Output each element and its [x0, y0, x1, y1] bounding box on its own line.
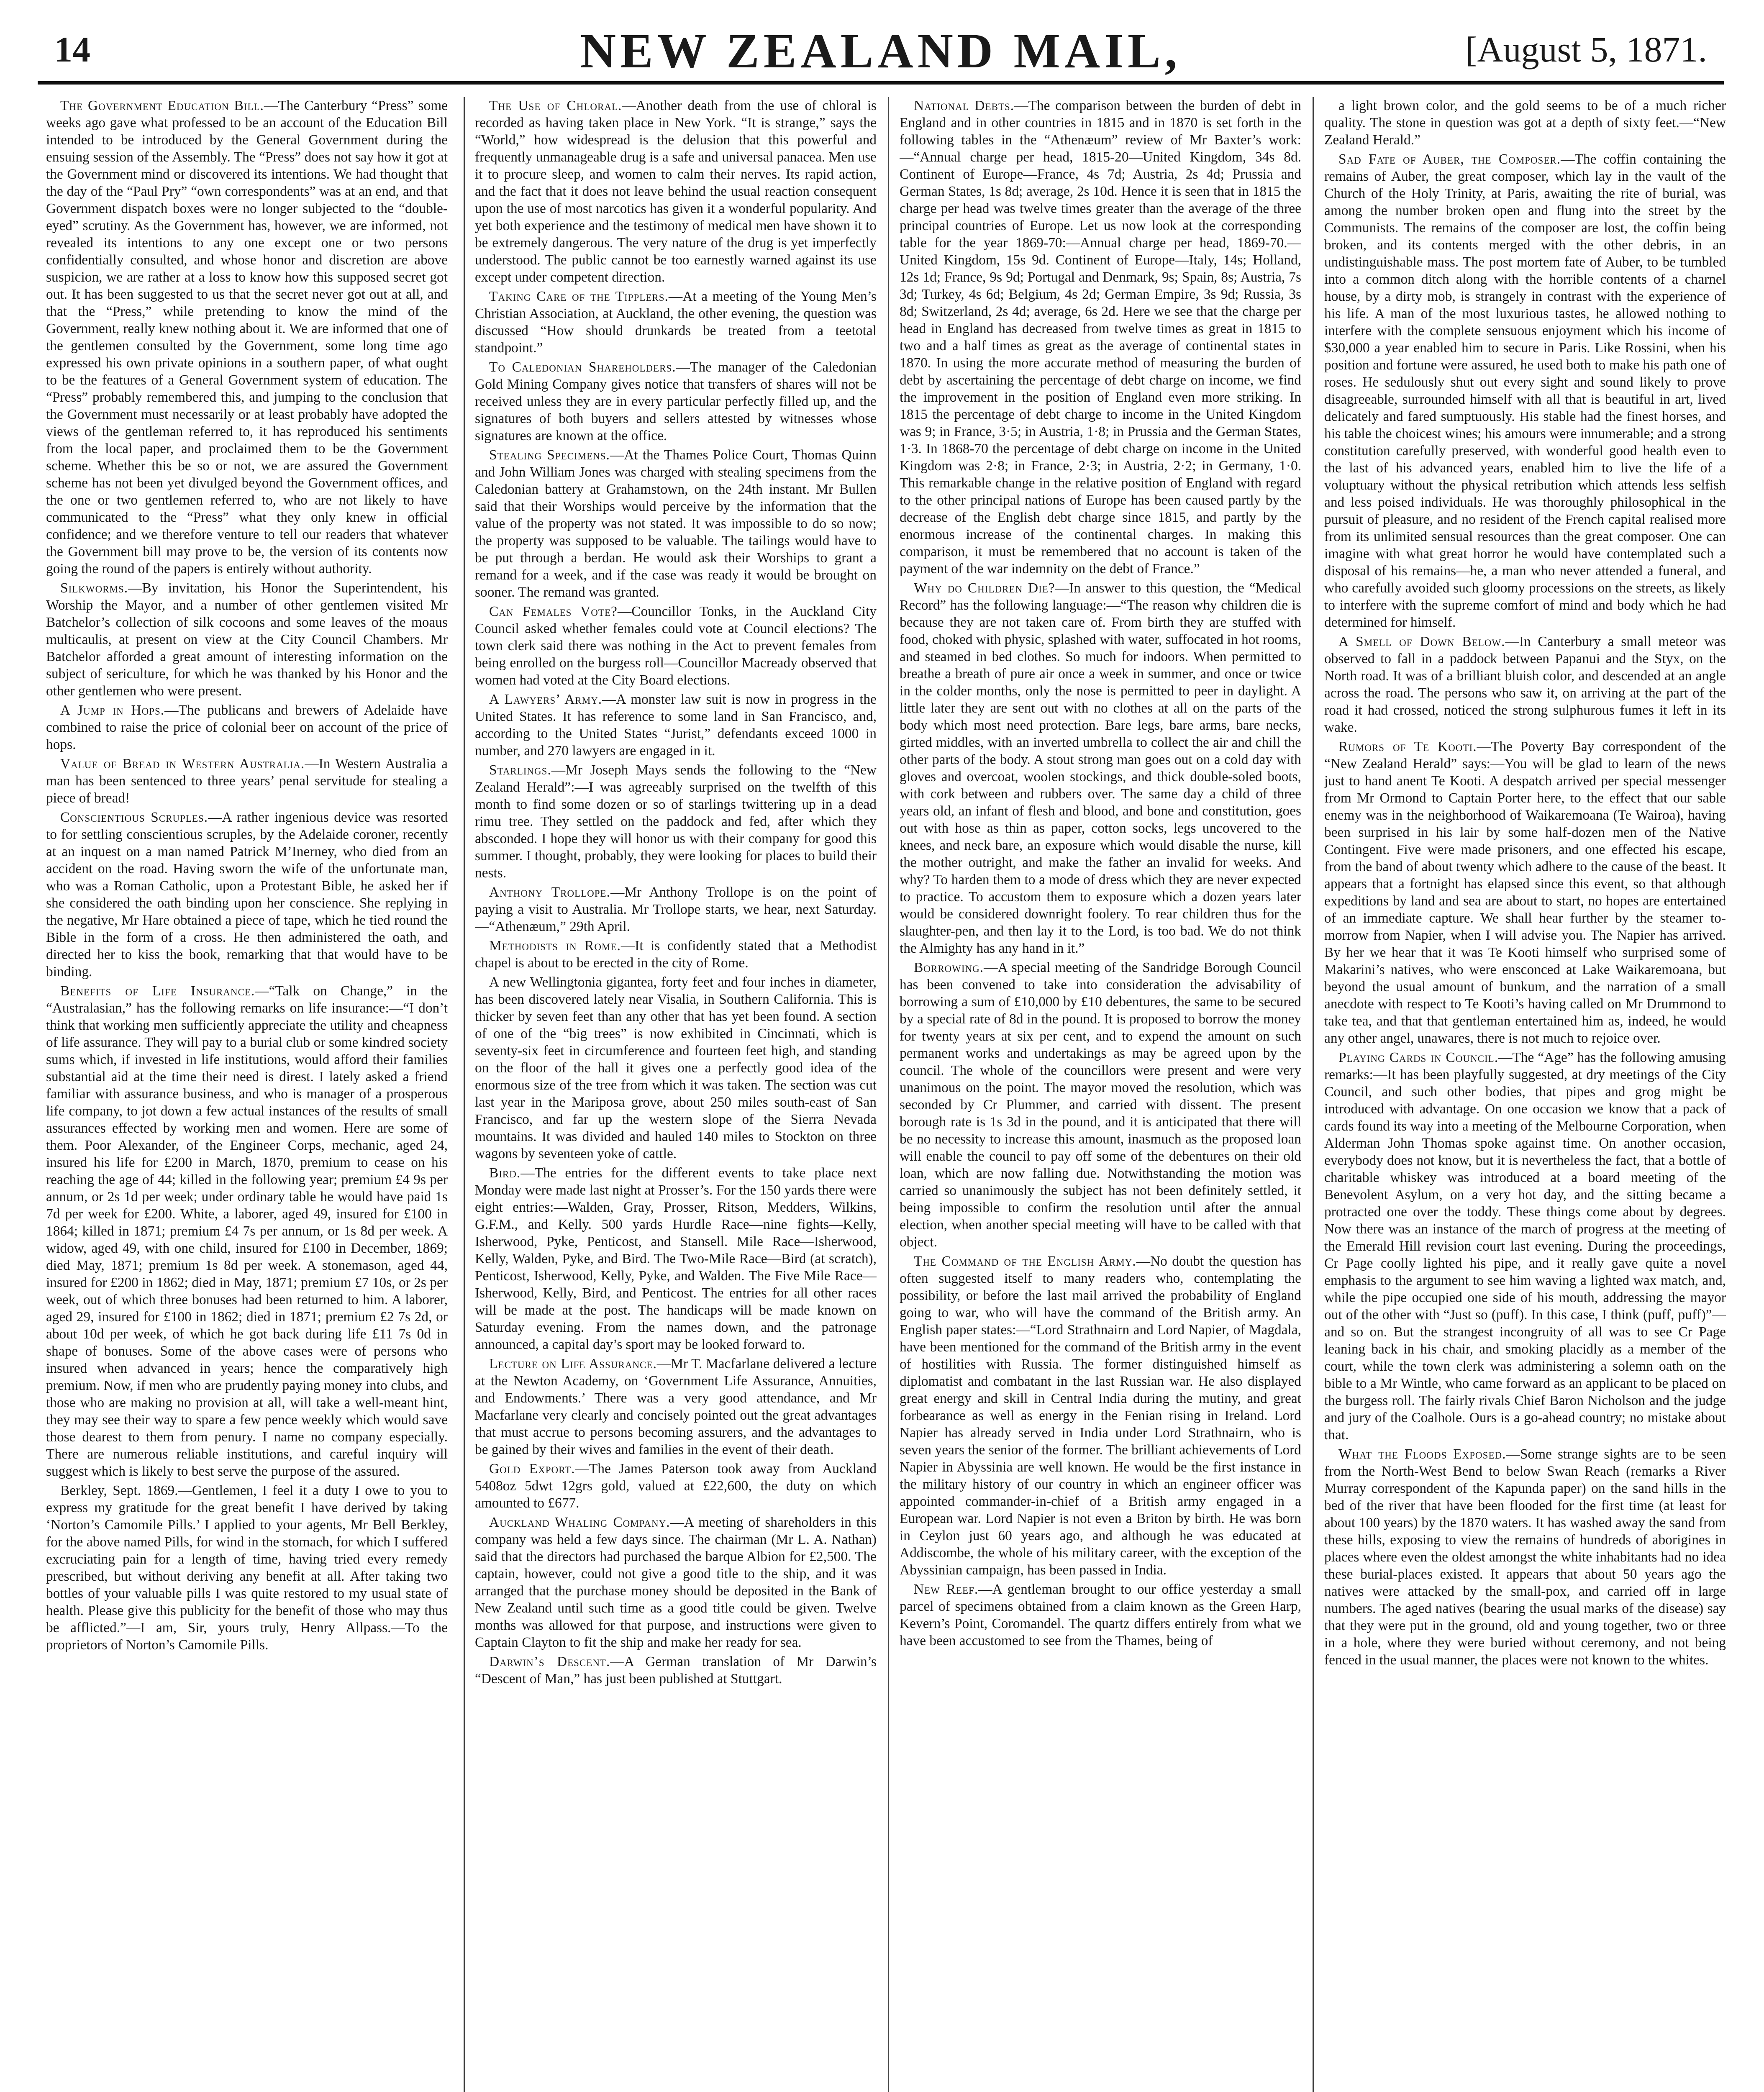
- article-paragraph: [475, 761, 877, 882]
- article-paragraph: [1324, 1049, 1726, 1443]
- article-heading: Rumors of Te Kooti.: [1338, 739, 1477, 754]
- article-paragraph: [900, 97, 1301, 577]
- article-body: —No doubt the question has often suggested itself to many readers who, contemplating the possibility, or before the last mail arrived the probability of England going to war, who will have the command of the British army. An English paper states:—“Lord Strathnairn and Lord Napier, of Magdala, have been mentioned for the command of the British army in the event of hostilities with Russia. The former distinguished himself as diplomatist and combatant in the last Russian war. He also displayed great energy and skill in Central India during the mutiny, and great forbearance as well as energy in the Fenian rising in Ireland. Lord Napier has already served in India under Lord Strathnairn, who is seven years the senior of the former. The brilliant achievements of Lord Napier in Abyssinia are well known. He would be the first instance in the military history of our country in which an engineer officer was appointed commander-in-chief of a British army engaged in a European war. Lord Napier is not even a Briton by birth. He was born in Ceylon just 60 years ago, and although he was educated at Addiscombe, the whole of his military career, with the exception of the Abyssinian campaign, has been passed in India.: [900, 1254, 1301, 1578]
- page-number: 14: [54, 29, 90, 69]
- article-body: —The entries for the different events to take place next Monday were made last night at Prosser’s. For the 150 yards there were eight entries:—Walden, Gray, Prosser, Ritson, Medders, Wilkins, G.F.M., and Kelly. 500 yards Hurdle Race—nine fights—Kelly, Isherwood, Pyke, Penticost, and Stansell. Mile Race—Isherwood, Kelly, Walden, Pyke, and Bird. The Two-Mile Race—Bird (at scratch), Penticost, Isherwood, Kelly, Pyke, and Walden. The Five Mile Race—Isherwood, Kelly, Bird, and Penticost. The entries for all other races will be made at the post. The handicaps will be made known on Saturday evening. From the names down, and the patronage announced, a capital day’s sport may be looked forward to.: [475, 1165, 877, 1352]
- article-paragraph: [46, 755, 448, 807]
- article-heading: Anthony Trollope.: [489, 884, 610, 900]
- masthead-title: NEW ZEALAND MAIL,: [580, 23, 1182, 78]
- column-2: [475, 97, 877, 2092]
- column-divider: [888, 97, 889, 2092]
- article-heading: A Smell of Down Below.: [1338, 634, 1505, 649]
- article-body: —It is confidently stated that a Methodist chapel is about to be erected in the city of Rome.: [475, 938, 877, 971]
- article-body: a light brown color, and the gold seems to be of a much richer quality. The stone in question was got at a depth of sixty feet.—“New Zealand Herald.”: [1324, 98, 1726, 148]
- column-divider: [1313, 97, 1314, 2092]
- article-heading: Stealing Specimens.: [489, 447, 610, 463]
- article-body: —Another death from the use of chloral is recorded as having taken place in New York. “It is strange,” says the “World,” how widespread is the delusion that this powerful and frequently unmanageable drug is a safe and universal panacea. Men use it to procure sleep, and women to calm their nerves. Its rapid action, and the fact that it does not leave behind the usual reaction consequent upon the use of most narcotics has given it a wonderful popularity. And yet both experience and the testimony of medical men have shown it to be extremely dangerous. The very nature of the drug is yet imperfectly understood. The public cannot be too earnestly warned against its use except under competent direction.: [475, 98, 877, 285]
- article-heading: New Reef.: [914, 1582, 979, 1597]
- article-heading: Playing Cards in Council.: [1338, 1050, 1499, 1065]
- article-heading: Lecture on Life Assurance.: [489, 1356, 657, 1372]
- article-paragraph: [900, 959, 1301, 1251]
- article-paragraph: [475, 359, 877, 444]
- article-heading: Sad Fate of Auber, the Composer.: [1338, 151, 1561, 167]
- article-paragraph: [46, 809, 448, 980]
- article-heading: A Jump in Hops.: [60, 702, 165, 718]
- article-heading: National Debts.: [914, 98, 1015, 113]
- article-body: —Mr Anthony Trollope is on the point of paying a visit to Australia. Mr Trollope starts, we hear, next Saturday.—“Athenæum,” 29th April.: [475, 884, 877, 934]
- article-paragraph: [475, 603, 877, 689]
- article-body: —By invitation, his Honor the Superintendent, his Worship the Mayor, and a number of other gentlemen visited Mr Batchelor’s collection of silk cocoons and some leaves of the moaus multicaulis, at present on view at the City Council Chambers. Mr Batchelor afforded a great amount of interesting information on the subject of sericulture, for which he was thanked by his Honor and the other gentlemen who were present.: [46, 580, 448, 699]
- article-heading: Methodists in Rome.: [489, 938, 621, 954]
- masthead-rule: [38, 81, 1724, 85]
- article-paragraph: [900, 1581, 1301, 1649]
- article-body: —Some strange sights are to be seen from the North-West Bend to below Swan Reach (remarks a River Murray correspondent of the Kapunda paper) on the sand hills in the bed of the river that have been flooded for the first time (at least for about 100 years) by the 1870 waters. It has washed away the sand from these hills, exposing to view the remains of hundreds of aborigines in places where even the oldest amongst the white inhabitants had no idea these burial-places existed. It appears that about 50 years ago the natives were attacked by the small-pox, and carried off in large numbers. The aged natives (bearing the usual marks of the disease) say that they were put in the ground, old and young together, two or three in a hole, where they were buried without ceremony, and not being fenced in the usual manner, the places were not known to the whites.: [1324, 1446, 1726, 1668]
- article-body: —“Talk on Change,” in the “Australasian,” has the following remarks on life insurance:—“I don’t think that working men sufficiently appreciate the utility and cheapness of life assurance. They will pay to a burial club or some kindred society sums which, if invested in life institutions, would afford their families substantial aid at the time their need is direst. I lately asked a friend familiar with assurance business, and who is manager of a prosperous life company, to jot down a few actual instances of the results of small assurances effected by working men and women. Here are some of them. Poor Alexander, of the Engineer Corps, mechanic, aged 24, insured his life for £200 in March, 1870, premium to cease on his reaching the age of 44; killed in the following year; premium £4 9s per annum, or 2s 1d per week; under ordinary table he would have paid 1s 7d per week for £200. White, a laborer, aged 49, insured for £100 in 1864; killed in 1871; premium £4 7s per annum, or 1s 8d per week. A widow, aged 49, with one child, insured for £100 in December, 1869; died May, 1871; premium 1s 8d per week. A stonemason, aged 44, insured for £200 in 1862; died in May, 1871; premium £7 10s, or 2s per week, out of which three bonuses had been returned to him. A laborer, aged 29, insured for £100 in 1862; died in 1871; premium £2 7s 2d, or about 10d per week, of which he got back during life £11 7s 0d in shape of bonuses. Some of the above cases were of persons who insured when advanced in years; hence the comparatively high premium. Now, if men who are prudently paying money into clubs, and those who are making no provision at all, will take a well-meant hint, they may see their way to spare a few pence weekly which would save those dearest to them from penury. I name no company especially. There are numerous reliable institutions, and careful inquiry will suggest which is likely to best serve the purpose of the assured.: [46, 983, 448, 1479]
- article-heading: The Government Education Bill.: [60, 98, 264, 113]
- issue-date: [August 5, 1871.: [1465, 29, 1707, 69]
- article-paragraph: [46, 702, 448, 753]
- article-body: —The publicans and brewers of Adelaide have combined to raise the price of colonial beer on account of the price of hops.: [46, 702, 448, 752]
- article-body: —The coffin containing the remains of Auber, the great composer, which lay in the vault of the Church of the Holy Trinity, at Paris, awaiting the rite of burial, was among the number broken open and flung into the street by the Communists. The remains of the composer are lost, the coffin being broken, and its contents merged with the other debris, in an undistinguishable mass. The post mortem fate of Auber, to be tumbled into a common ditch along with the horrible contents of a charnel house, by a dirty mob, is strangely in contrast with the experience of his life. A man of the most luxurious tastes, he allowed nothing to interfere with the complete sensuous enjoyment which his income of $30,000 a year enabled him to secure in Paris. Like Rossini, when his position and fortune were assured, he used both to make his path one of roses. He sedulously shut out every sight and sound likely to prove disagreeable, surrounded himself with all that is beautiful in art, lived delicately and fared sumptuously. His stable had the finest horses, and his table the choicest wines; his amours were innumerable; and a strong constitution carefully preserved, with wonderful good health even to the last of his advanced years, enabled him to live the life of a voluptuary without the physical retribution which attends less selfish and less poised individuals. He was thoroughly philosophical in the pursuit of pleasure, and no resident of the French capital realised more from its unlimited sensual resources than the great composer. One can imagine with what great horror he would have contemplated such a disposal of his remains—he, a man who never attended a funeral, and who carefully avoided such gloomy processions on the streets, as likely to interfere with the supreme comfort of mind and body which he had determined for himself.: [1324, 151, 1726, 630]
- article-body: —In answer to this question, the “Medical Record” has the following language:—“The reason why children die is because they are not taken care of. From birth they are stuffed with food, choked with physic, splashed with water, suffocated in hot rooms, and steamed in bed clothes. So much for indoors. When permitted to breathe a breath of pure air once a week in summer, and once or twice in the colder months, only the nose is permitted to peer in daylight. A little later they are sent out with no clothes at all on the parts of the body which most need protection. Bare legs, bare arms, bare necks, girted middles, with an inverted umbrella to collect the air and chill the other parts of the body. A stout strong man goes out on a cold day with gloves and overcoat, woolen stockings, and thick double-soled boots, with cork between and rubbers over. The same day a child of three years old, an infant of flesh and blood, and bone and constitution, goes out with hose as thin as paper, cotton socks, legs uncovered to the knees, and neck bare, an exposure which would disable the nurse, kill the mother outright, and make the father an invalid for weeks. And why? To harden them to a mode of dress which they are never expected to practice. To accustom them to exposure which a dozen years later would be considered downright foolery. To rear children thus for the slaughter-pen, and then lay it to the Lord, is too bad. We do not think the Almighty has any hand in it.”: [900, 580, 1301, 956]
- article-paragraph: [475, 974, 877, 1162]
- article-heading: A Lawyers’ Army.: [489, 692, 603, 707]
- article-paragraph: [1324, 738, 1726, 1047]
- article-paragraph: [475, 1460, 877, 1512]
- article-body: —At a meeting of the Young Men’s Christian Association, at Auckland, the other evening, the question was discussed “How should drunkards be treated from a teetotal standpoint.”: [475, 289, 877, 356]
- article-heading: Borrowing.: [914, 960, 984, 975]
- article-paragraph: [475, 1164, 877, 1353]
- article-paragraph: [46, 97, 448, 577]
- article-body: A new Wellingtonia gigantea, forty feet and four inches in diameter, has been discovered lately near Visalia, in Southern California. This is thicker by seven feet than any other that has yet been found. A section of one of the “big trees” is now exhibited in Cincinnati, which is seventy-six feet in circumference and fourteen feet high, and standing on the floor of the hall it gives one a perfectly good idea of the enormous size of the tree from which it was taken. The section was cut last year in the Mariposa grove, about 250 miles south-east of San Francisco, and far up the western slope of the Sierra Nevada mountains. It was divided and hauled 140 miles to Stockton on three wagons by seventeen yoke of cattle.: [475, 974, 877, 1161]
- article-body: —A meeting of shareholders in this company was held a few days since. The chairman (Mr L. A. Nathan) said that the directors had purchased the barque Albion for £2,500. The captain, however, could not give a good title to the ship, and it was arranged that the purchase money should be deposited in the Bank of New Zealand until such time as a good title could be given. Twelve months was allowed for that purpose, and instructions were given to Captain Clayton to fit the ship and make her ready for sea.: [475, 1515, 877, 1650]
- article-heading: Darwin’s Descent.: [489, 1654, 610, 1669]
- article-heading: Auckland Whaling Company.: [489, 1515, 670, 1530]
- article-heading: Benefits of Life Insurance.: [60, 983, 255, 999]
- article-paragraph: [900, 1253, 1301, 1579]
- article-body: —Mr Joseph Mays sends the following to the “New Zealand Herald”:—I was agreeably surprised on the twelfth of this month to find some dozen or so of starlings twittering up in a dead rimu tree. They settled on the paddock and fed, after which they absconded. I hope they will honor us with their company for good this summer. I thought, probably, they were looking for places to build their nests.: [475, 762, 877, 881]
- article-paragraph: [475, 1355, 877, 1458]
- article-heading: What the Floods Exposed.: [1338, 1446, 1506, 1462]
- article-paragraph: [475, 97, 877, 286]
- article-paragraph: [475, 288, 877, 356]
- article-body: —In Canterbury a small meteor was observed to fall in a paddock between Papanui and the Styx, on the North road. It was of a brilliant bluish color, and descended at an angle across the road. The persons who saw it, on arriving at the part of the road it had crossed, noticed the strong sulphurous fumes it left in its wake.: [1324, 634, 1726, 735]
- article-heading: Starlings.: [489, 762, 551, 778]
- article-heading: The Use of Chloral.: [489, 98, 622, 113]
- article-heading: Value of Bread in Western Australia.: [60, 756, 305, 772]
- article-paragraph: [1324, 97, 1726, 149]
- article-body: —In Western Australia a man has been sentenced to three years’ penal servitude for stealing a piece of bread!: [46, 756, 448, 806]
- article-body: —The manager of the Caledonian Gold Mining Company gives notice that transfers of shares will not be received unless they are in every particular perfectly filled up, and the signatures of both buyers and sellers attested by witnesses whose signatures are known at the office.: [475, 359, 877, 444]
- article-body: —At the Thames Police Court, Thomas Quinn and John William Jones was charged with stealing specimens from the Caledonian battery at Grahamstown, on the 24th instant. Mr Bullen said that their Worships would perceive by the information that the value of the property was not stated. It was impossible to do so now; the property was supposed to be valuable. The tailings would have to be put through a berdan. He would ask their Worships to grant a remand for a week, and if the case was ready it would be brought on sooner. The remand was granted.: [475, 447, 877, 600]
- article-body: —A gentleman brought to our office yesterday a small parcel of specimens obtained from a claim known as the Green Harp, Kevern’s Point, Coromandel. The quartz differs entirely from what we have been accustomed to see from the Thames, being of: [900, 1582, 1301, 1648]
- article-body: Berkley, Sept. 1869.—Gentlemen, I feel it a duty I owe to you to express my gratitude for the great benefit I have derived by taking ‘Norton’s Camomile Pills.’ I applied to your agents, Mr Bell Berkley, for the above named Pills, for wind in the stomach, for which I suffered excruciating pain for a length of time, having tried every remedy prescribed, but without deriving any benefit at all. After taking two bottles of your valuable pills I was quite restored to my usual state of health. Please give this publicity for the benefit of those who may thus be afflicted.”—I am, Sir, yours truly, Henry Allpass.—To the proprietors of Norton’s Camomile Pills.: [46, 1483, 448, 1653]
- article-paragraph: [475, 937, 877, 972]
- article-paragraph: [46, 579, 448, 700]
- article-heading: Conscientious Scruples.: [60, 810, 208, 825]
- article-body: —The James Paterson took away from Auckland 5408oz 5dwt 12grs gold, valued at £22,600, the duty on which amounted to £677.: [475, 1461, 877, 1511]
- article-paragraph: [475, 691, 877, 759]
- page-header: [38, 17, 1724, 79]
- article-heading: Can Females Vote?: [489, 604, 618, 619]
- article-paragraph: [1324, 633, 1726, 736]
- article-heading: The Command of the English Army.: [914, 1254, 1136, 1269]
- article-paragraph: [900, 579, 1301, 957]
- article-paragraph: [475, 446, 877, 601]
- article-body: —The Poverty Bay correspondent of the “New Zealand Herald” says:—You will be glad to learn of the news just to hand anent Te Kooti. A despatch arrived per special messenger from Mr Ormond to Captain Porter here, to the effect that our sable enemy was in the neighborhood of Waikaremoana (Te Wairoa), having been surprised in his lair by some half-dozen men of the Native Contingent. Five were made prisoners, and one effected his escape, from the band of about twenty which adhere to the cause of the beast. It appears that a fortnight has elapsed since this event, so that although expeditions by land and sea are about to start, no hopes are entertained of an immediate capture. We shall hear further by the steamer to-morrow from Napier, when I will advise you. The Napier has arrived. By her we hear that it was Te Kooti himself who surprised some of Makarini’s natives, who were ensconced at Lake Waikaremoana, but beyond the usual amount of bunkum, and the narration of a small anecdote with respect to Te Kooti’s having called on Mr Drummond to take tea, and that that gentleman entertained him as, indeed, he would any other angel, unawares, there is not much to rejoice over.: [1324, 739, 1726, 1046]
- article-body: —Councillor Tonks, in the Auckland City Council asked whether females could vote at Council elections? The town clerk said there was nothing in the Act to prevent females from being enrolled on the burgess roll—Councillor Macready observed that women had voted at the City Board elections.: [475, 604, 877, 688]
- article-body: —The comparison between the burden of debt in England and in other countries in 1815 and in 1870 is set forth in the following tables in the “Athenæum” review of Mr Baxter’s work:—“Annual charge per head, 1815-20—United Kingdom, 34s 8d. Continent of Europe—France, 4s 7d; Austria, 2s 4d; Prussia and German States, 1s 8d; average, 2s 10d. Hence it is seen that in 1815 the charge per head was twelve times greater than the average of the three principal countries of Europe. Let us now look at the corresponding table for the year 1869-70:—Annual charge per head, 1869-70.—United Kingdom, 15s 9d. Continent of Europe—Italy, 14s; Holland, 12s 1d; France, 9s 9d; Portugal and Denmark, 9s; Spain, 8s; Austria, 7s 3d; Turkey, 4s 6d; Belgium, 4s 2d; German Empire, 3s 9d; Russia, 3s 8d; Switzerland, 2s 4d; average, 6s 2d. Here we see that the charge per head in England has decreased from twelve times as great in 1815 to two and a half times as great as the average of continental states in 1870. In using the more accurate method of measuring the burden of debt by ascertaining the percentage of debt charge on income, we find the improvement in the position of England even more striking. In 1815 the percentage of debt charge to income in the United Kingdom was 9; in France, 3·5; in Austria, 1·8; in Prussia and the German States, 1·3. In 1868-70 the percentage of debt charge on income in the United Kingdom was 2·8; in France, 2·3; in Austria, 2·2; in Germany, 1·0. This remarkable change in the relative position of England with regard to the other principal nations of Europe has been caused partly by the decrease of the English debt charge since 1815, and partly by the enormous increase of the continental charges. In making this comparison, it must be remembered that no account is taken of the payment of the war indemnity on the debt of France.”: [900, 98, 1301, 577]
- article-body: —Mr T. Macfarlane delivered a lecture at the Newton Academy, on ‘Government Life Assurance, Annuities, and Endowments.’ There was a very good attendance, and Mr Macfarlane very clearly and concisely pointed out the great advantages that must accrue to persons becoming assurers, and the advantages to be gained by their wives and families in the event of their death.: [475, 1356, 877, 1457]
- article-heading: To Caledonian Shareholders.: [489, 359, 676, 375]
- article-paragraph: [46, 1482, 448, 1654]
- article-body: —A monster law suit is now in progress in the United States. It has reference to some land in San Francisco, and, according to the United States “Jurist,” defendants exceed 1000 in number, and 270 lawyers are engaged in it.: [475, 692, 877, 759]
- column-divider: [464, 97, 465, 2092]
- article-body: —A rather ingenious device was resorted to for settling conscientious scruples, by the Adelaide coroner, recently at an inquest on a man named Patrick M’Inerney, who died from an accident on the road. Having sworn the wife of the unfortunate man, who was a Roman Catholic, upon a Protestant Bible, he asked her if she considered the oath binding upon her conscience. She replying in the negative, Mr Hare obtained a piece of tape, which he tied round the Bible in the form of a cross. He then administered the oath, and directed her to kiss the book, remarking that that would have to be binding.: [46, 810, 448, 979]
- column-4: [1324, 97, 1726, 2092]
- article-body: —The Canterbury “Press” some weeks ago gave what professed to be an account of the Education Bill intended to be introduced by the General Government during the ensuing session of the Assembly. The “Press” does not say how it got at the Government mind or discovered its intentions. We had thought that the day of the “Paul Pry” “own correspondents” was at an end, and that Government dispatch boxes were no longer subjected to the “double-eyed” scrutiny. As the Government has, however, we are informed, not revealed its intentions to any one except one or two persons confidentially consulted, and whose honor and discretion are above suspicion, we are rather at a loss to know how this supposed secret got out. It has been suggested to us that the secret never got out at all, and that the “Press,” while pretending to know the mind of the Government, really knew nothing about it. We are informed that one of the gentlemen consulted by the Government, some long time ago expressed his own private opinions in a southern paper, of what ought to be the features of a General Government system of education. The “Press” probably remembered this, and jumping to the conclusion that the Government must necessarily or at least probably have adopted the views of the gentleman referred to, it has reproduced his sentiments from the local paper, and proclaimed them to be the Government scheme. Whether this be so or not, we are assured the Government scheme has not been yet divulged beyond the Government offices, and the one or two gentlemen referred to, who are not likely to have communicated to the “Press” what they only knew in official confidence; and we therefore venture to tell our readers that whatever the Government bill may prove to be, the version of its contents now going the round of the papers is entirely without authority.: [46, 98, 448, 577]
- article-heading: Gold Export.: [489, 1461, 575, 1477]
- article-heading: Bird.: [489, 1165, 521, 1181]
- article-paragraph: [46, 982, 448, 1480]
- article-heading: Why do Children Die?: [914, 580, 1055, 596]
- article-body: —The “Age” has the following amusing remarks:—It has been playfully suggested, at dry meetings of the City Council, and such other bodies, that pipes and grog might be introduced with advantage. On one occasion we know that a pack of cards found its way into a meeting of the Melbourne Corporation, when Alderman John Thomas spoke against time. On another occasion, everybody does not know, but it is nevertheless the fact, that a bottle of charitable whiskey was introduced at a board meeting of the Benevolent Asylum, on a very hot day, and the sitting became a protracted one over the toddy. These things come about by degrees. Now there was an instance of the march of progress at the meeting of the Emerald Hill revision court last evening. During the proceedings, Cr Page coolly lighted his pipe, and it really gave quite a novel emphasis to the argument to see him waving a lighted wax match, and, while the pipe occupied one side of his mouth, addressing the mayor out of the other with “Just so (puff). In this case, I think (puff, puff)”—and so on. But the strangest incongruity of all was to see Cr Page leaning back in his chair, and smoking placidly as a member of the court, while the town clerk was administering a solemn oath on the bible to a Mr Wintle, who came forward as an applicant to be placed on the burgess roll. The fairly rivals Chief Baron Nicholson and the judge and jury of the Coalhole. Ours is a go-ahead country; no mistake about that.: [1324, 1050, 1726, 1443]
- column-3: [900, 97, 1301, 2092]
- column-1: [46, 97, 448, 2092]
- article-paragraph: [475, 1514, 877, 1651]
- article-paragraph: [1324, 1446, 1726, 1669]
- article-heading: Taking Care of the Tipplers.: [489, 289, 669, 304]
- article-paragraph: [475, 1653, 877, 1687]
- article-heading: Silkworms.: [60, 580, 128, 596]
- article-body: —A special meeting of the Sandridge Borough Council has been convened to take into consideration the advisability of borrowing a sum of £10,000 by £10 debentures, the same to be secured by a special rate of 8d in the pound. It is proposed to borrow the money for twenty years at six per cent, and to expend the amount on such permanent works and undertakings as may be agreed upon by the council. The whole of the councillors were present and were very unanimous on the point. The mayor moved the resolution, which was seconded by Cr Plummer, and carried with dissent. The present borough rate is 1s 3d in the pound, and it is anticipated that there will be no necessity to increase this amount, inasmuch as the proposed loan will enable the council to pay off some of the debentures on their old loan, which are now falling due. Notwithstanding the motion was carried so unanimously the subject has not been definitely settled, it being impossible to confirm the resolution until after the annual election, when another special meeting will have to be called with that object.: [900, 960, 1301, 1250]
- article-paragraph: [1324, 151, 1726, 631]
- article-paragraph: [475, 884, 877, 935]
- article-body: —A German translation of Mr Darwin’s “Descent of Man,” has just been published at Stuttgart.: [475, 1654, 877, 1687]
